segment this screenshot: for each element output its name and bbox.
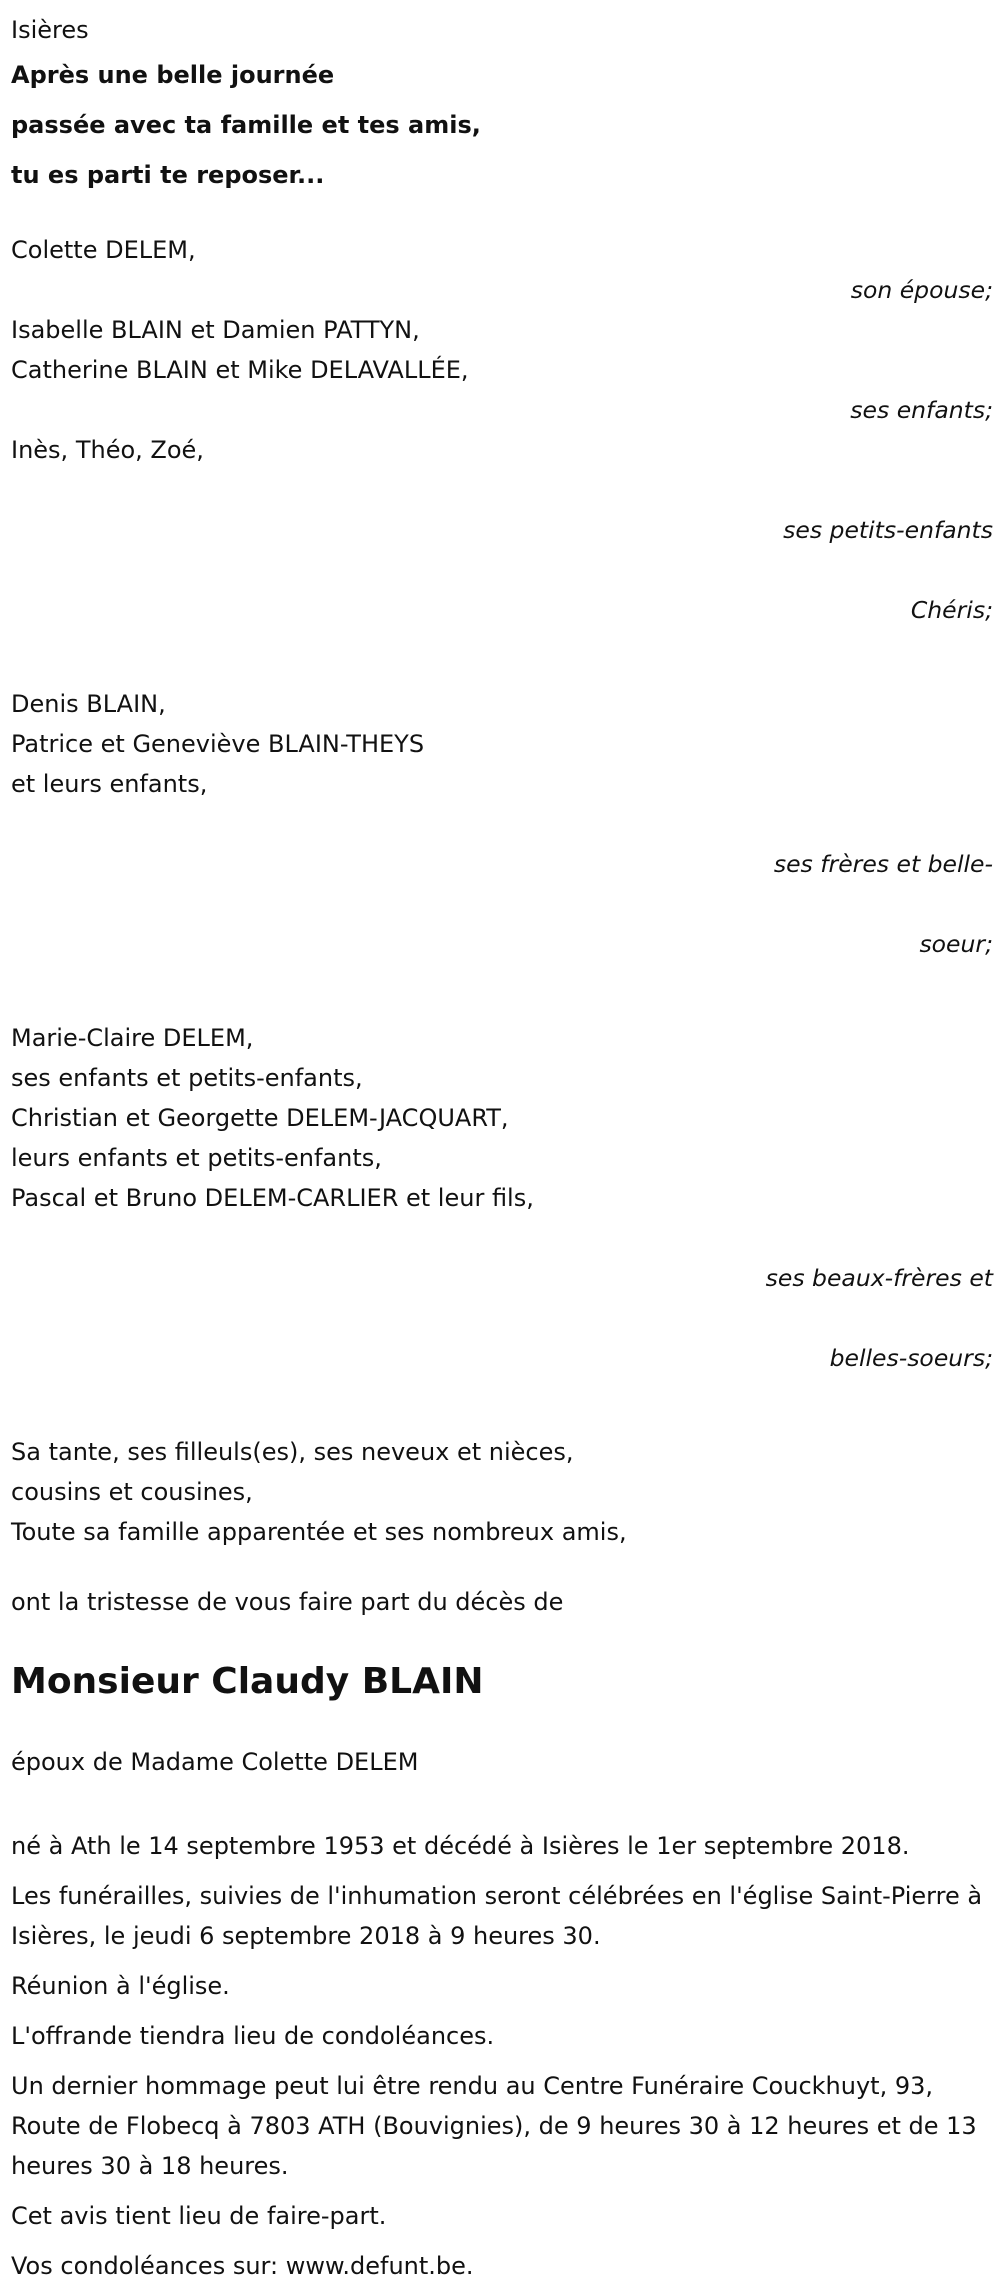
detail-paragraph: Un dernier hommage peut lui être rendu au Centre Funéraire Couckhuyt, 93, Route de Flobecq à 7803 ATH (Bouvignies), de 9 heures 30 à 12 heures et de 13 heures 30 à 18 heures. [11, 2072, 977, 2180]
family-name-line: et leurs enfants, [11, 770, 208, 798]
role-line: belles-soeurs; [829, 1344, 993, 1372]
obituary-notice [11, 10, 993, 2296]
family-group-children [11, 310, 993, 430]
detail-paragraph: Les funérailles, suivies de l'inhumation seront célébrées en l'église Saint-Pierre à Isières, le jeudi 6 septembre 2018 à 9 heures 30. [11, 1882, 983, 1950]
role-line: ses frères et belle- [773, 850, 993, 878]
family-name-line: Inès, Théo, Zoé, [11, 436, 204, 464]
family-name-line: Patrice et Geneviève BLAIN-THEYS [11, 730, 425, 758]
funeral-details [11, 1826, 993, 2286]
detail-paragraph: L'offrande tiendra lieu de condoléances. [11, 2022, 495, 2050]
family-group-in-laws [11, 1018, 993, 1418]
family-name-line: Colette DELEM, [11, 236, 196, 264]
family-name-line: Catherine BLAIN et Mike DELAVALLÉE, [11, 356, 469, 384]
detail-paragraph: Cet avis tient lieu de faire-part. [11, 2202, 387, 2230]
extended-family [11, 1432, 993, 1552]
extended-family-line: Toute sa famille apparentée et ses nombreux amis, [11, 1518, 627, 1546]
family-group-siblings [11, 684, 993, 1004]
family-name-line: ses enfants et petits-enfants, [11, 1064, 363, 1092]
poem-line: passée avec ta famille et tes amis, [11, 111, 481, 139]
location: Isières [11, 16, 89, 44]
extended-family-line: Sa tante, ses filleuls(es), ses neveux et nièces, [11, 1438, 574, 1466]
family-name-line: Marie-Claire DELEM, [11, 1024, 254, 1052]
extended-family-line: cousins et cousines, [11, 1478, 253, 1506]
role-line: soeur; [919, 930, 993, 958]
announcement-text: ont la tristesse de vous faire part du décès de [11, 1588, 564, 1616]
family-name-line: Christian et Georgette DELEM-JACQUART, [11, 1104, 509, 1132]
role-line: ses beaux-frères et [765, 1264, 993, 1292]
family-role [11, 390, 993, 430]
detail-paragraph: Réunion à l'église. [11, 1972, 230, 2000]
family-name-line: Pascal et Bruno DELEM-CARLIER et leur fils, [11, 1184, 534, 1212]
family-name-line: Isabelle BLAIN et Damien PATTYN, [11, 316, 420, 344]
family-role [11, 270, 993, 310]
role-line: son épouse; [850, 276, 993, 304]
role-line: ses petits-enfants [783, 516, 993, 544]
family-role [11, 470, 993, 670]
poem [11, 50, 993, 200]
poem-line: tu es parti te reposer... [11, 161, 325, 189]
poem-line: Après une belle journée [11, 61, 335, 89]
family-name-line: Denis BLAIN, [11, 690, 166, 718]
family-role [11, 1218, 993, 1418]
detail-paragraph: né à Ath le 14 septembre 1953 et décédé à Isières le 1er septembre 2018. [11, 1832, 910, 1860]
family-role [11, 804, 993, 1004]
family-group-grandchildren [11, 430, 993, 670]
role-line: ses enfants; [850, 396, 993, 424]
detail-paragraph: Vos condoléances sur: www.defunt.be. [11, 2252, 474, 2280]
family-group-spouse [11, 230, 993, 310]
deceased-name: Monsieur Claudy BLAIN [11, 1661, 484, 1702]
role-line: Chéris; [910, 596, 993, 624]
spouse-line: époux de Madame Colette DELEM [11, 1748, 419, 1776]
family-name-line: leurs enfants et petits-enfants, [11, 1144, 382, 1172]
